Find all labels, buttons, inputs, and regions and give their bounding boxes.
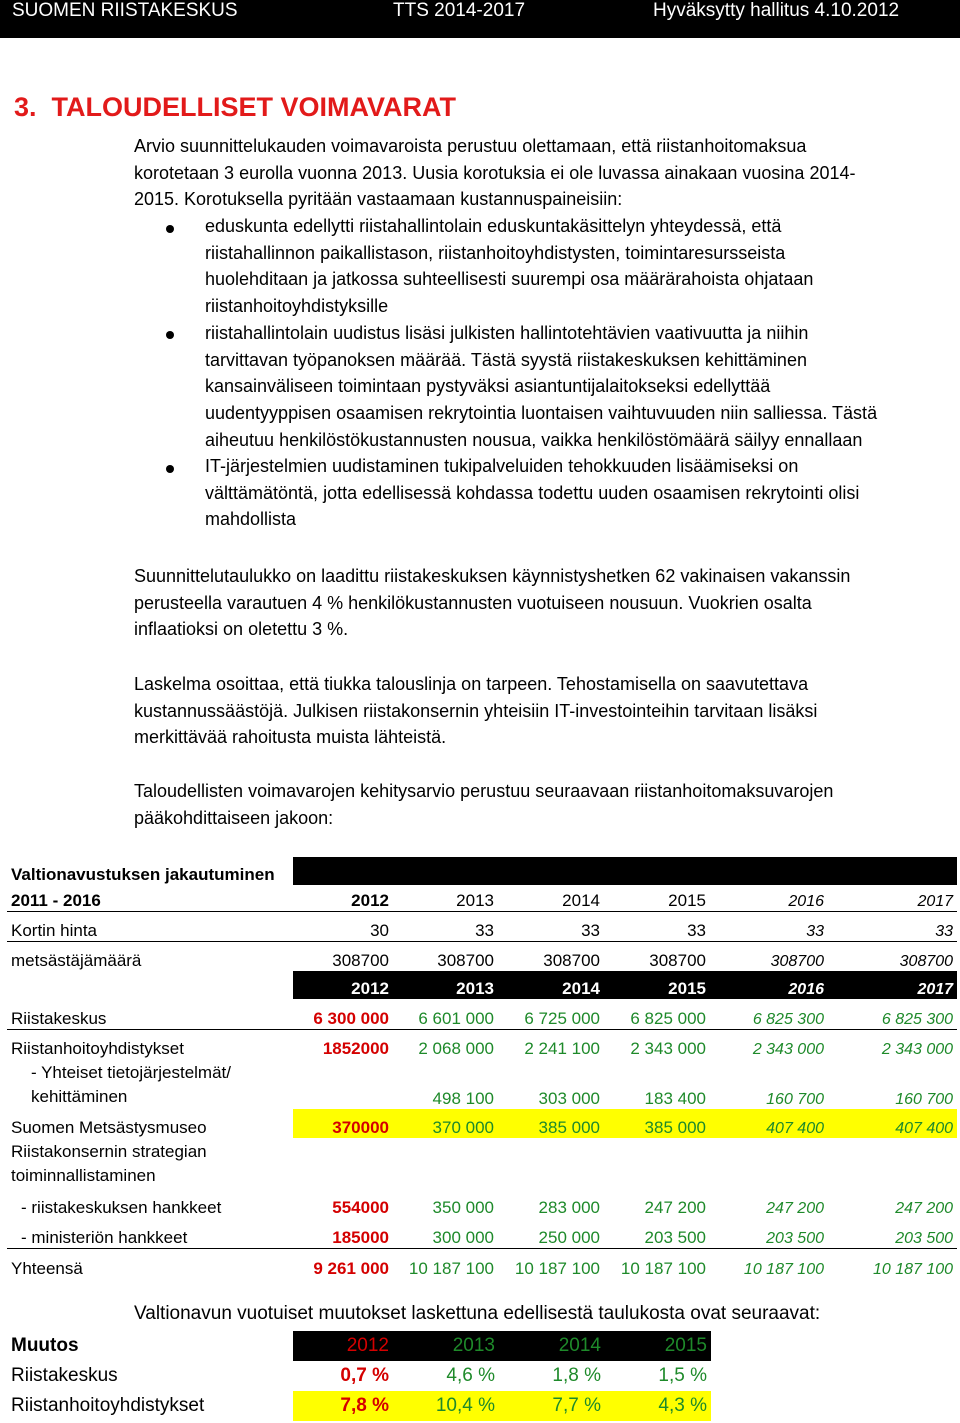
table-cell: 160 700 — [895, 1091, 954, 1108]
bullet-item — [205, 453, 859, 533]
table-cell: 6 601 000 — [418, 1008, 494, 1028]
table-cell: 2 241 100 — [524, 1039, 600, 1058]
table-row — [7, 1138, 957, 1188]
paragraph-line: perusteella varautuen 4 % henkilökustannusten vuotuiseen nousuun. Vuokrien osalta — [134, 592, 812, 613]
paragraph-line: merkittävää rahoitusta muista lähteistä. — [134, 727, 447, 748]
table-row — [7, 941, 957, 971]
bullet-dot — [166, 331, 174, 339]
empty-cell — [293, 1138, 957, 1188]
bullet-line: uudentyyppisen osaamisen rekrytointia luontaisen vaihtuvuuden niin salliessa. Tästä — [205, 403, 878, 424]
budget-table — [7, 857, 957, 1279]
paragraph-line: Taloudellisten voimavarojen kehitysarvio perustuu seuraavaan riistanhoitomaksuvarojen — [134, 781, 834, 801]
table-row — [7, 1109, 957, 1138]
empty-cell — [293, 1059, 393, 1109]
table-cell: 0,7 % — [340, 1365, 389, 1386]
intro-paragraph — [134, 133, 855, 213]
table-cell: 10 187 100 — [743, 1261, 824, 1278]
year-header: 2015 — [605, 1331, 711, 1361]
year-header: 2015 — [604, 971, 710, 999]
row-label: Kortin hinta — [11, 920, 97, 940]
table-cell: 554000 — [332, 1198, 389, 1217]
table-cell: 33 — [581, 920, 600, 940]
paragraph-line: inflaatioksi on oletettu 3 %. — [134, 619, 349, 640]
table-cell: 407 400 — [710, 1109, 828, 1138]
table-cell: 308700 — [543, 951, 600, 970]
year-header: 2012 — [351, 890, 389, 910]
bullet-line: tarvittavan työpanoksen määrää. Tästä syystä riistakeskuksen kehittäminen — [205, 349, 807, 370]
year-header: 2012 — [293, 1331, 393, 1361]
table-cell: 308700 — [649, 951, 706, 970]
table-cell: 10 187 100 — [408, 1259, 494, 1278]
year-header: 2014 — [498, 971, 604, 999]
table-cell: 385 000 — [604, 1109, 710, 1138]
year-header: 2015 — [668, 890, 706, 910]
table-cell: 6 825 300 — [881, 1010, 954, 1028]
table-cell: 247 200 — [895, 1200, 954, 1217]
table-cell: 7,8 % — [293, 1391, 393, 1421]
changes-note: Valtionavun vuotuiset muutokset laskettuna edellisestä taulukosta ovat seuraavat: — [134, 1303, 821, 1324]
table-row — [7, 1059, 957, 1109]
table-cell: 33 — [806, 922, 824, 940]
budget-heading: Valtionavustuksen jakautuminen — [11, 865, 275, 884]
table-cell: 6 825 300 — [752, 1010, 824, 1028]
table-cell: 250 000 — [538, 1227, 600, 1247]
table-cell: 247 200 — [644, 1198, 706, 1217]
header-organization: SUOMEN RIISTAKESKUS — [12, 0, 238, 21]
table-cell: 370 000 — [393, 1109, 498, 1138]
table-row — [7, 885, 957, 911]
table-cell: 2 343 000 — [752, 1041, 824, 1058]
table-cell: 308700 — [770, 953, 824, 970]
bullet-line: aiheutuu henkilöstökustannusten nousua, vaikka henkilöstömäärä säilyy ennallaan — [205, 429, 863, 450]
bullet-item — [205, 320, 877, 454]
table-row — [7, 1248, 957, 1279]
table-cell: 308700 — [899, 953, 954, 970]
table-cell: 308700 — [332, 951, 389, 970]
table-cell: 33 — [935, 922, 954, 940]
row-label: Riistanhoitoyhdistykset — [11, 1395, 205, 1416]
table-cell: 6 300 000 — [313, 1008, 389, 1028]
table-cell: 2 343 000 — [881, 1041, 954, 1058]
bullet-dot — [166, 465, 174, 473]
header-plan-period: TTS 2014-2017 — [393, 0, 526, 21]
bullet-line: riistanhoitoyhdistyksille — [205, 296, 389, 317]
bullet-line: IT-järjestelmien uudistaminen tukipalveluiden tehokkuuden lisäämiseksi on — [205, 456, 799, 476]
page-header — [0, 0, 960, 38]
table-row — [7, 1391, 711, 1421]
table-cell: 303 000 — [538, 1089, 600, 1108]
table-cell: 6 725 000 — [524, 1008, 600, 1028]
year-header: 2014 — [499, 1331, 605, 1361]
paragraph-line: Suunnittelutaulukko on laadittu riistakeskuksen käynnistyshetken 62 vakinaisen vakanssin — [134, 566, 851, 586]
table-row — [7, 1188, 957, 1218]
table-row — [7, 1029, 957, 1059]
table-cell: 10 187 100 — [872, 1261, 954, 1278]
table-cell: 33 — [475, 920, 494, 940]
table-cell: 498 100 — [432, 1089, 494, 1108]
table-row — [7, 1361, 711, 1391]
section-number: 3. — [14, 92, 37, 122]
row-label: - ministeriön hankkeet — [21, 1227, 188, 1247]
bullet-line: kansainväliseen toimintaan pystyväksi asiantuntijalaitokseksi edellyttää — [205, 376, 771, 397]
table-cell: 7,7 % — [499, 1391, 605, 1421]
table-row — [7, 999, 957, 1029]
budget-heading-period: 2011 - 2016 — [11, 890, 101, 910]
table-cell: 6 825 000 — [630, 1008, 706, 1028]
table-cell: 385 000 — [498, 1109, 604, 1138]
table-cell: 203 500 — [644, 1227, 706, 1247]
year-header: 2013 — [393, 971, 498, 999]
bullet-line: mahdollista — [205, 509, 297, 530]
row-label: Riistanhoitoyhdistykset — [11, 1039, 184, 1058]
table-cell: 1,5 % — [658, 1365, 707, 1386]
year-header: 2017 — [917, 892, 954, 910]
row-label: - riistakeskuksen hankkeet — [21, 1198, 222, 1217]
changes-table — [7, 1331, 711, 1421]
bullet-line: välttämätöntä, jotta edellisessä kohdassa todettu uuden osaamisen rekrytointi olisi — [205, 482, 860, 503]
table-cell: 4,3 % — [605, 1391, 711, 1421]
header-approval: Hyväksytty hallitus 4.10.2012 — [653, 0, 900, 21]
year-header: 2013 — [456, 890, 494, 910]
table-cell: 33 — [687, 920, 706, 940]
table-cell: 300 000 — [432, 1227, 494, 1247]
table-cell: 1852000 — [322, 1039, 389, 1058]
row-label: Riistakonsernin strategian toiminnallistaminen — [11, 1142, 207, 1185]
year-header: 2016 — [788, 892, 824, 910]
table-cell: 185000 — [332, 1227, 389, 1247]
bullet-item — [205, 213, 813, 320]
table-cell: 407 400 — [828, 1109, 957, 1138]
table-cell: 370000 — [293, 1109, 393, 1138]
table-cell: 160 700 — [766, 1091, 824, 1108]
intro-line: 2015. Korotuksella pyritään vastaamaan kustannuspaineisiin: — [134, 189, 623, 210]
table-cell: 9 261 000 — [313, 1259, 389, 1278]
table-cell: 283 000 — [538, 1198, 600, 1217]
row-label: Suomen Metsästysmuseo — [11, 1118, 207, 1137]
table-cell: 2 068 000 — [418, 1039, 494, 1058]
bullet-line: huolehditaan ja jatkossa suhteellisesti suurempi osa määrärahoista ohjataan — [205, 269, 814, 290]
paragraph-staffing — [134, 563, 850, 643]
paragraph-line: kustannussäästöjä. Julkisen riistakonsernin yhteisiin IT-investointeihin tarvitaan lisäksi — [134, 700, 818, 721]
section-title-text: TALOUDELLISET VOIMAVARAT — [51, 92, 457, 122]
empty-cell — [7, 971, 293, 999]
table-cell: 247 200 — [766, 1200, 824, 1217]
table-cell: 203 500 — [766, 1229, 824, 1247]
paragraph-economy — [134, 671, 817, 751]
table-row — [7, 1331, 711, 1361]
year-header: 2017 — [828, 971, 957, 999]
table-row — [7, 911, 957, 941]
paragraph-allocation — [134, 778, 833, 831]
table-cell: 10 187 100 — [620, 1259, 706, 1278]
year-header: 2014 — [562, 890, 600, 910]
table-cell: 10,4 % — [393, 1391, 499, 1421]
row-label: Yhteensä — [11, 1259, 83, 1278]
table-cell: 183 400 — [644, 1089, 706, 1108]
table-row — [7, 1218, 957, 1248]
table-row — [7, 971, 957, 999]
row-label: Riistakeskus — [11, 1365, 118, 1386]
changes-heading: Muutos — [11, 1335, 79, 1356]
table-row — [7, 857, 957, 885]
table-cell: 308700 — [437, 951, 494, 970]
table-cell: 2 343 000 — [630, 1039, 706, 1058]
table-cell: 203 500 — [895, 1229, 954, 1247]
intro-line: Arvio suunnittelukauden voimavaroista perustuu olettamaan, että riistanhoitomaksua — [134, 136, 807, 156]
year-header: 2013 — [393, 1331, 499, 1361]
year-header: 2012 — [293, 971, 393, 999]
bullet-line: riistahallinnon paikallistason, riistanhoitoyhdistysten, toimintaresursseista — [205, 242, 786, 263]
intro-line: korotetaan 3 eurolla vuonna 2013. Uusia korotuksia ei ole luvassa ainakaan vuosina 2014- — [134, 162, 856, 183]
section-title — [14, 90, 456, 124]
bullet-dot — [166, 225, 174, 233]
table-cell: 4,6 % — [446, 1365, 495, 1386]
bullet-line: riistahallintolain uudistus lisäsi julkisten hallintotehtävien vaativuutta ja niihin — [205, 323, 809, 343]
bullet-line: eduskunta edellytti riistahallintolain eduskuntakäsittelyn yhteydessä, että — [205, 216, 782, 236]
paragraph-line: pääkohdittaiseen jakoon: — [134, 807, 334, 828]
year-header: 2016 — [710, 971, 828, 999]
table-cell: 30 — [370, 920, 389, 940]
row-label: - Yhteiset tietojärjestelmät/ kehittäminen — [31, 1063, 231, 1106]
row-label: Riistakeskus — [11, 1008, 107, 1028]
black-band — [293, 857, 957, 885]
table-cell: 10 187 100 — [514, 1259, 600, 1278]
table-cell: 350 000 — [432, 1198, 494, 1217]
row-label: metsästäjämäärä — [11, 951, 142, 970]
table-cell: 1,8 % — [552, 1365, 601, 1386]
paragraph-line: Laskelma osoittaa, että tiukka talouslinja on tarpeen. Tehostamisella on saavutettava — [134, 674, 809, 694]
